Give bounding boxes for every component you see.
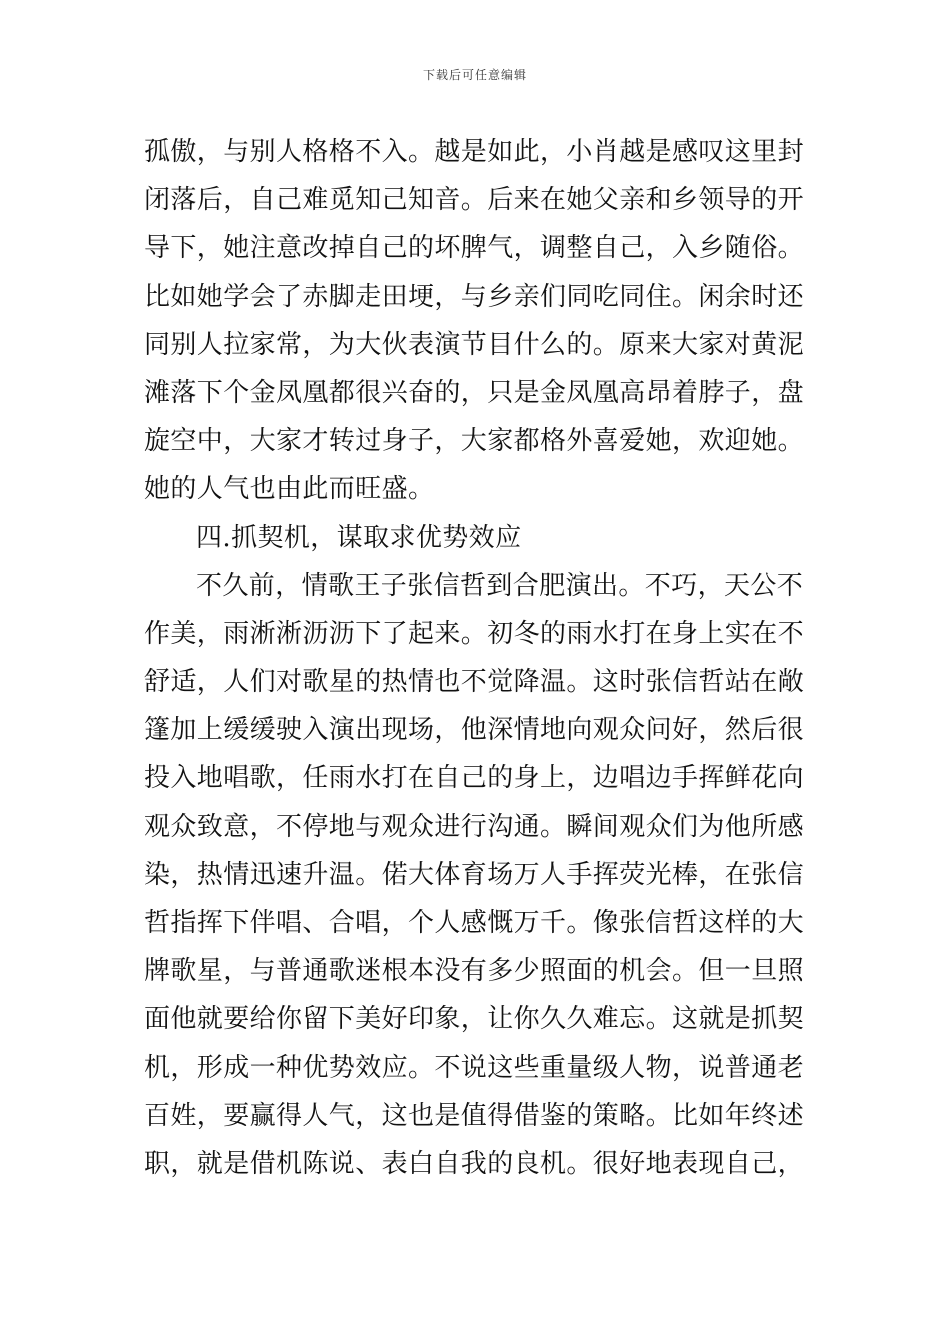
- text-line: 滩落下个金凤凰都很兴奋的，只是金凤凰高昂着脖子，盘: [144, 377, 805, 408]
- text-line: 职，就是借机陈说、表白自我的良机。很好地表现自己，: [144, 1148, 805, 1179]
- text-line: 旋空中，大家才转过身子，大家都格外喜爱她，欢迎她。: [144, 426, 805, 457]
- text-line: 孤傲，与别人格格不入。越是如此，小肖越是感叹这里封: [144, 137, 805, 167]
- text-line: 篷加上缓缓驶入演出现场，他深情地向观众问好，然后很: [144, 715, 805, 746]
- paragraph-first-line: 不久前，情歌王子张信哲到合肥演出。不巧，天公不: [196, 570, 804, 601]
- text-line: 比如她学会了赤脚走田埂，与乡亲们同吃同住。闲余时还: [144, 281, 805, 312]
- paragraph-first-line: 四.抓契机，谋取求优势效应: [196, 522, 522, 553]
- text-line: 闭落后，自己难觅知己知音。后来在她父亲和乡领导的开: [144, 185, 805, 216]
- text-line: 百姓，要赢得人气，这也是值得借鉴的策略。比如年终述: [144, 1100, 805, 1131]
- text-line: 舒适，人们对歌星的热情也不觉降温。这时张信哲站在敞: [144, 667, 805, 698]
- text-line: 哲指挥下伴唱、合唱，个人感慨万千。像张信哲这样的大: [144, 908, 805, 938]
- text-line: 导下，她注意改掉自己的坏脾气，调整自己，入乡随俗。: [144, 233, 805, 264]
- page-header: 下载后可任意编辑: [422, 68, 527, 82]
- text-line: 她的人气也由此而旺盛。: [144, 474, 435, 505]
- text-line: 面他就要给你留下美好印象，让你久久难忘。这就是抓契: [144, 1004, 805, 1035]
- text-line: 作美，雨淅淅沥沥下了起来。初冬的雨水打在身上实在不: [144, 618, 805, 649]
- text-line: 机，形成一种优势效应。不说这些重量级人物，说普通老: [144, 1052, 805, 1083]
- document-body: [144, 128, 809, 1188]
- text-line: 染，热情迅速升温。偌大体育场万人手挥荧光棒，在张信: [144, 859, 805, 890]
- text-line: 观众致意，不停地与观众进行沟通。瞬间观众们为他所感: [144, 811, 805, 842]
- text-line: 同别人拉家常，为大伙表演节目什么的。原来大家对黄泥: [144, 329, 805, 360]
- text-line: 投入地唱歌，任雨水打在自己的身上，边唱边手挥鲜花向: [144, 763, 805, 794]
- text-line: 牌歌星，与普通歌迷根本没有多少照面的机会。但一旦照: [144, 956, 805, 987]
